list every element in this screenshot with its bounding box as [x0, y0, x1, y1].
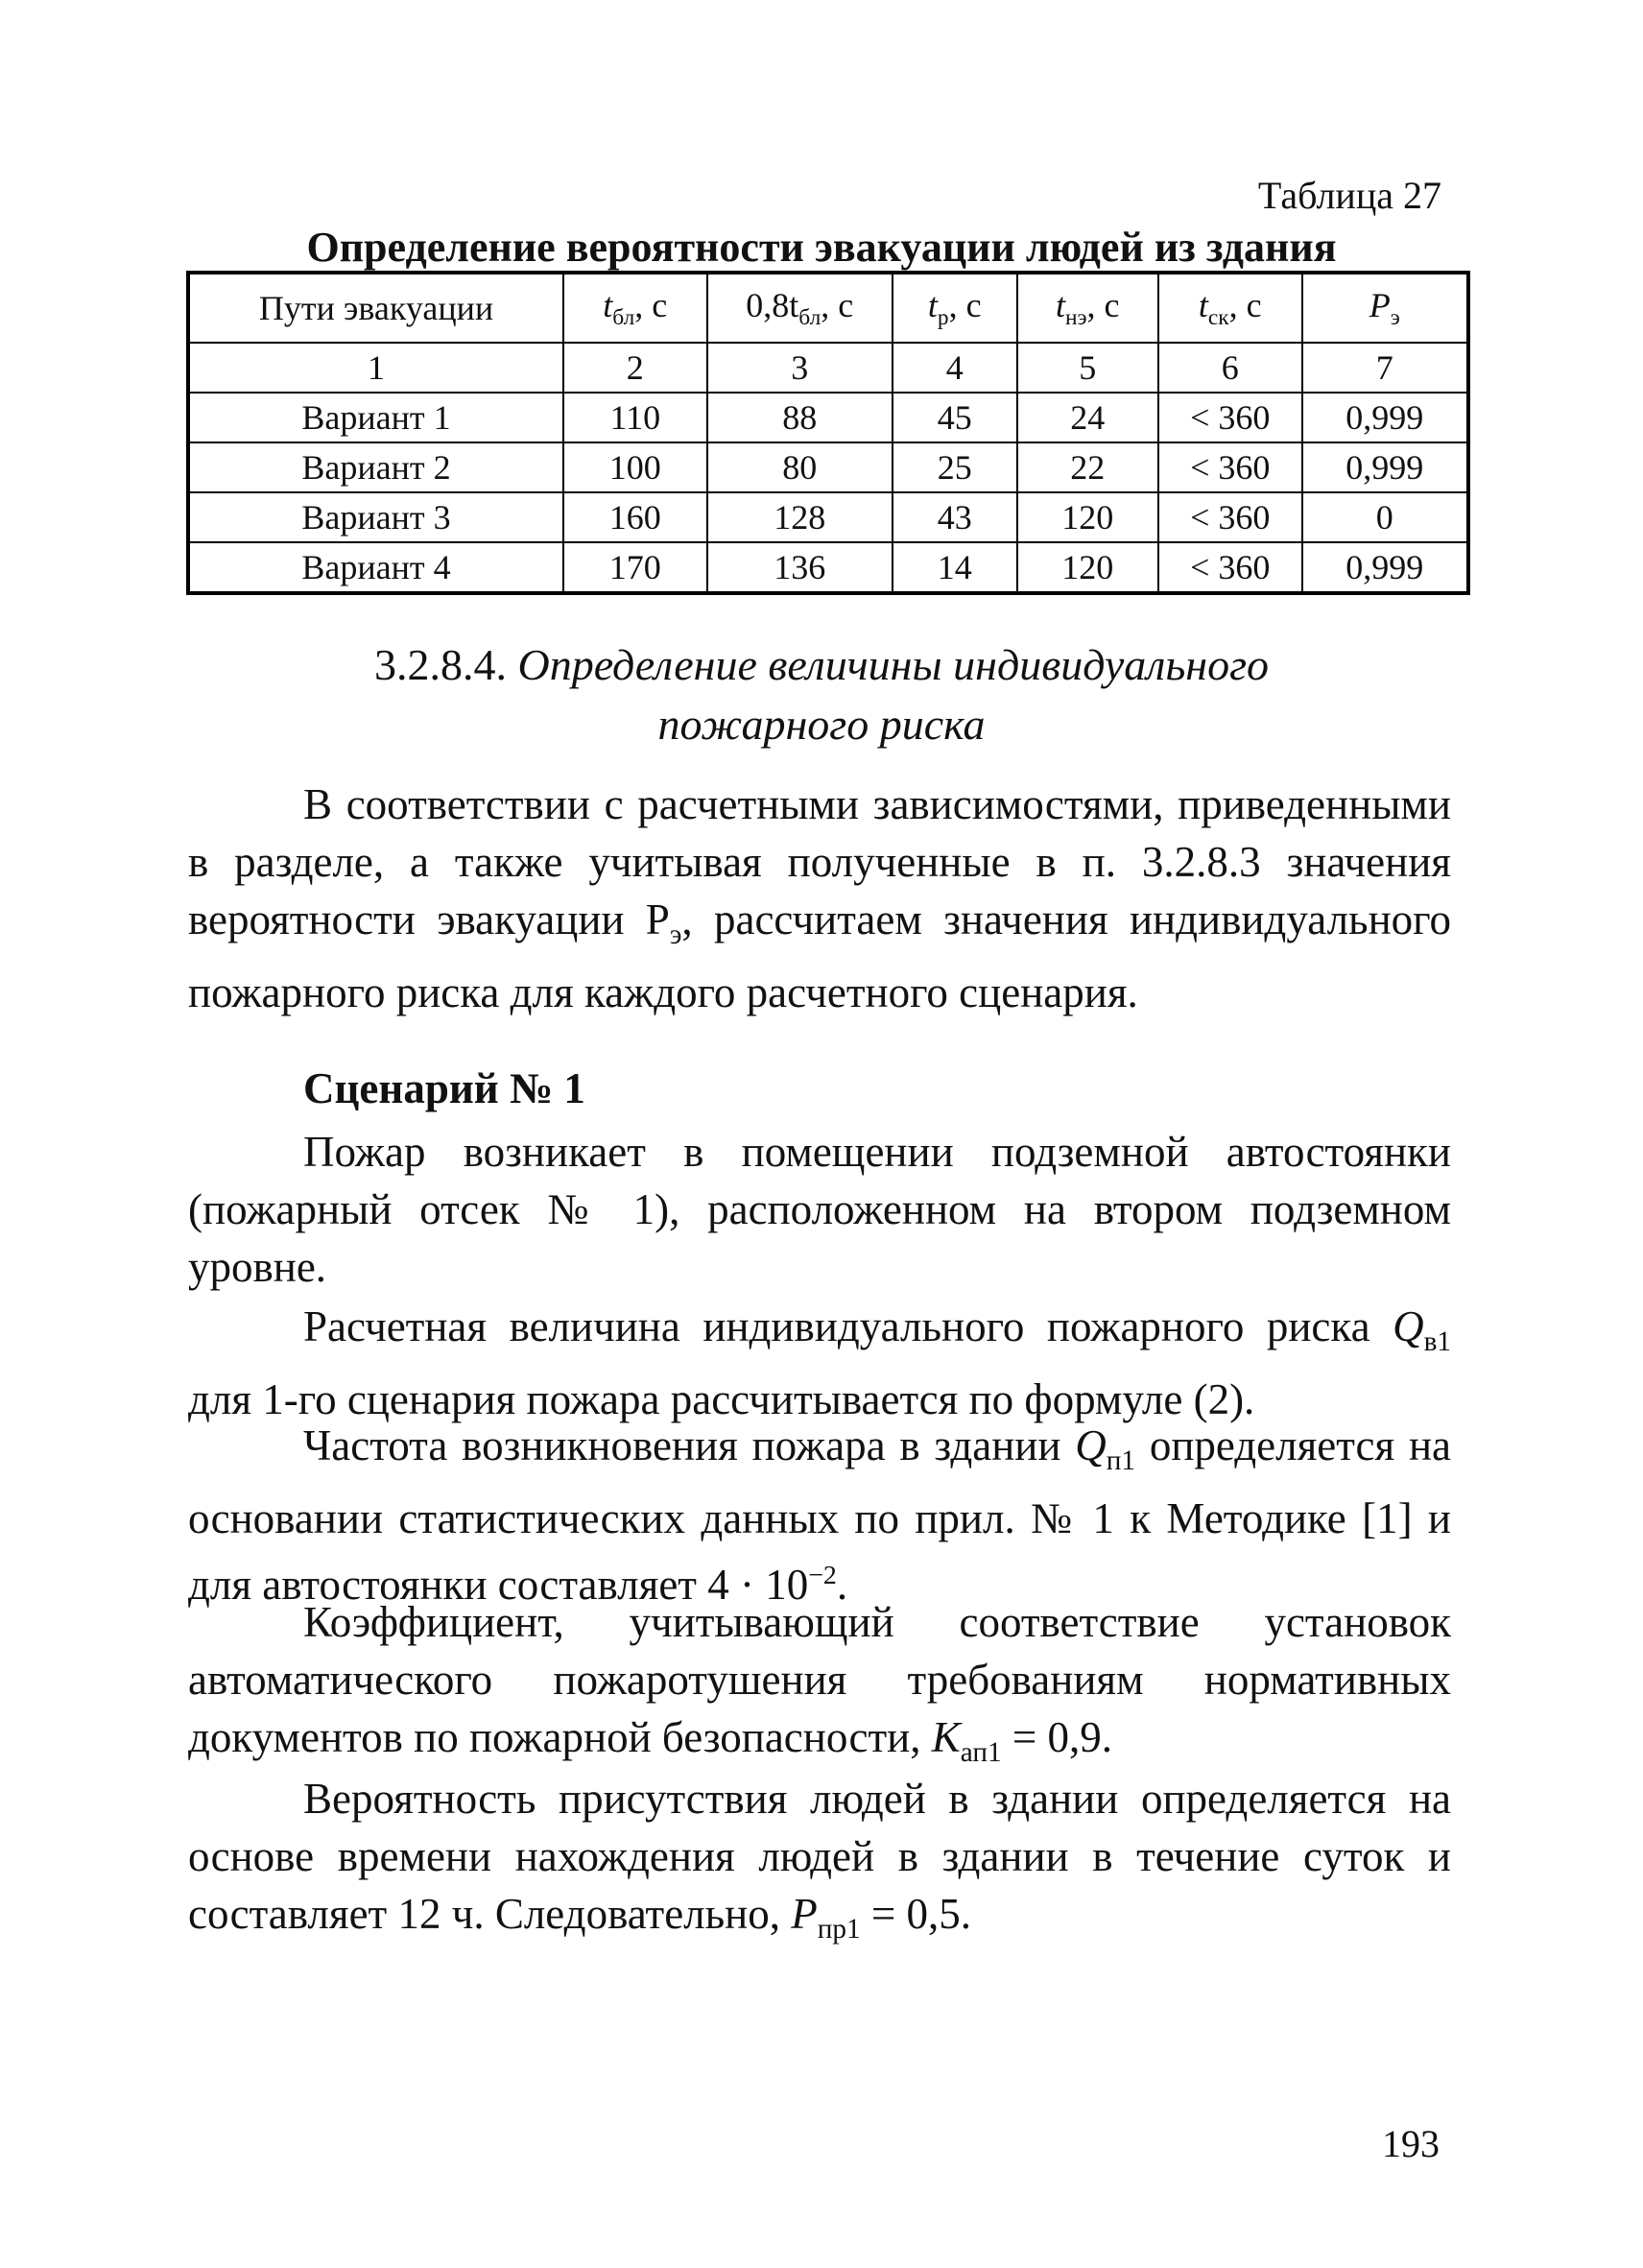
- header-08-t-bl: $0,8t_{бл}$, с: [707, 273, 893, 343]
- table-row: [188, 542, 1468, 593]
- table-cell: 24: [1017, 393, 1158, 442]
- section-title-line2: пожарного риска: [657, 700, 986, 749]
- table-cell: 45: [893, 393, 1017, 442]
- table-row: [188, 492, 1468, 542]
- table-cell: 0: [1302, 492, 1468, 542]
- table-cell: 5: [1017, 343, 1158, 393]
- section-number: 3.2.8.4.: [373, 640, 507, 689]
- table-row: [188, 393, 1468, 442]
- table-cell: 88: [707, 393, 893, 442]
- table-number: Таблица 27: [1257, 174, 1441, 217]
- table-cell: 25: [893, 442, 1017, 492]
- table-cell: 0,999: [1302, 442, 1468, 492]
- column-number-row: [188, 343, 1468, 393]
- paragraph-risk-value: Расчетная величина индивидуального пожарного риска $Q_{в1}$ для 1-го сценария пожара рассчитывается по формуле (2).: [188, 1302, 1451, 1423]
- table-cell: 4: [893, 343, 1017, 393]
- table-cell: Вариант 1: [188, 393, 563, 442]
- scenario-heading: Сценарий № 1: [303, 1064, 585, 1112]
- table-cell: 136: [707, 542, 893, 593]
- table-cell: Вариант 2: [188, 442, 563, 492]
- section-title-line1: Определение величины индивидуального: [517, 640, 1270, 689]
- table-cell: < 360: [1158, 442, 1302, 492]
- page-number: 193: [1382, 2122, 1440, 2165]
- table-cell: 43: [893, 492, 1017, 542]
- table-cell: 110: [563, 393, 706, 442]
- evacuation-probability-table: [186, 271, 1470, 595]
- table-cell: 6: [1158, 343, 1302, 393]
- table-cell: 2: [563, 343, 706, 393]
- table-cell: < 360: [1158, 492, 1302, 542]
- table-title: Определение вероятности эвакуации людей из здания: [306, 224, 1337, 271]
- table-cell: 1: [188, 343, 563, 393]
- header-paths: Пути эвакуации: [188, 273, 563, 343]
- header-t-bl: $t_{бл}$, с: [563, 273, 706, 343]
- table-cell: 14: [893, 542, 1017, 593]
- table-cell: 22: [1017, 442, 1158, 492]
- table-row: [188, 442, 1468, 492]
- table-cell: 160: [563, 492, 706, 542]
- table-cell: 128: [707, 492, 893, 542]
- table-header-row: [188, 273, 1468, 343]
- paragraph-coefficient: Коэффициент, учитывающий соответствие установок автоматического пожаротушения требованиям нормативных документов по пожарной безопасности, $K_{ап1} = 0,9$.: [188, 1598, 1451, 1768]
- paragraph-scenario: Пожар возникает в помещении подземной автостоянки (пожарный отсек № 1), расположенном на втором подземном уровне.: [188, 1128, 1451, 1291]
- table-cell: 0,999: [1302, 393, 1468, 442]
- table-cell: 0,999: [1302, 542, 1468, 593]
- section-heading: [0, 635, 1643, 754]
- table-cell: 80: [707, 442, 893, 492]
- table-cell: 120: [1017, 492, 1158, 542]
- table-cell: < 360: [1158, 393, 1302, 442]
- table-cell: < 360: [1158, 542, 1302, 593]
- header-p-e: $P_э$: [1302, 273, 1468, 343]
- table-cell: 100: [563, 442, 706, 492]
- header-t-ne: $t_{нэ}$, с: [1017, 273, 1158, 343]
- header-t-sk: $t_{ск}$, с: [1158, 273, 1302, 343]
- paragraph-intro: В соответствии с расчетными зависимостями, приведенными в разделе, а также учитывая полученные в п. 3.2.8.3 значения вероятности эвакуации $P_э$, рассчитаем значения индивидуального пожарного риска для каждого расчетного сценария.: [188, 780, 1451, 1016]
- paragraph-fire-frequency: Частота возникновения пожара в здании $Q_{п1}$ определяется на основании статистических данных по прил. № 1 к Методике [1] и для автостоянки составляет $4 \cdot 10^{-2}$.: [188, 1421, 1451, 1609]
- table-cell: 120: [1017, 542, 1158, 593]
- header-t-r: $t_р$, с: [893, 273, 1017, 343]
- table-cell: 170: [563, 542, 706, 593]
- paragraph-presence-probability: Вероятность присутствия людей в здании определяется на основе времени нахождения людей в здании в течение суток и составляет 12 ч. Следовательно, $P_{пр1} = 0,5$.: [188, 1775, 1451, 1945]
- table-cell: 3: [707, 343, 893, 393]
- table-cell: Вариант 3: [188, 492, 563, 542]
- table-cell: 7: [1302, 343, 1468, 393]
- table-cell: Вариант 4: [188, 542, 563, 593]
